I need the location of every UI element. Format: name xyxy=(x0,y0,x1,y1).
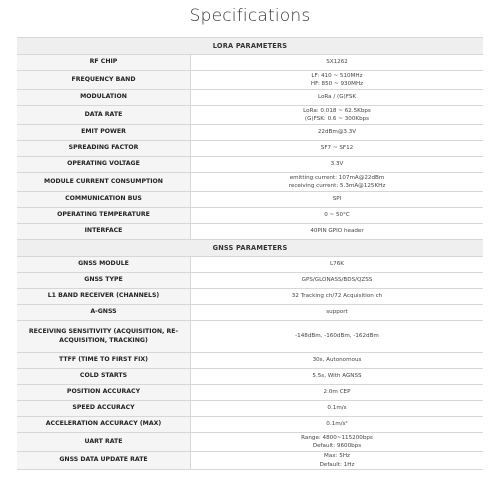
spec-row xyxy=(17,105,483,124)
spec-row xyxy=(17,400,483,416)
spec-value xyxy=(191,369,483,384)
spec-label: OPERATING VOLTAGE xyxy=(17,157,191,172)
spec-value-line: 2.0m CEP xyxy=(323,389,351,396)
spec-row xyxy=(17,89,483,105)
spec-value-line: 30s, Autonomous xyxy=(312,357,362,364)
spec-value-line: LF: 410 ~ 510MHz xyxy=(311,72,363,79)
section-header: GNSS PARAMETERS xyxy=(17,239,483,256)
spec-value xyxy=(191,433,483,451)
spec-label: GNSS TYPE xyxy=(17,273,191,288)
spec-value xyxy=(191,141,483,156)
spec-value-line: HF: 850 ~ 930MHz xyxy=(310,81,364,87)
spec-value xyxy=(191,125,483,140)
spec-value-line: Range: 4800~115200bps xyxy=(301,434,373,441)
spec-row xyxy=(17,304,483,320)
spec-value-line: receiving current: 5.3mA@125KHz xyxy=(288,183,386,189)
spec-value-line: SPI xyxy=(332,196,342,203)
spec-value-line: SF7 ~ SF12 xyxy=(320,145,354,152)
spec-value-line: 0 ~ 50°C xyxy=(324,212,350,219)
spec-value xyxy=(191,173,483,191)
spec-label: FREQUENCY BAND xyxy=(17,71,191,89)
spec-row xyxy=(17,288,483,304)
spec-value-line: 32 Tracking ch/72 Acquisition ch xyxy=(291,293,383,300)
spec-label: GNSS MODULE xyxy=(17,257,191,272)
spec-value-line: 5.5s, With AGNSS xyxy=(312,373,362,380)
spec-label: OPERATING TEMPERATURE xyxy=(17,208,191,223)
spec-value-line: Max: 5Hz xyxy=(324,453,350,459)
spec-value xyxy=(191,208,483,223)
spec-row xyxy=(17,320,483,352)
spec-value xyxy=(191,257,483,272)
spec-row xyxy=(17,384,483,400)
spec-label: COMMUNICATION BUS xyxy=(17,192,191,207)
spec-row xyxy=(17,256,483,272)
spec-value xyxy=(191,224,483,239)
spec-label: ACCELERATION ACCURACY (MAX) xyxy=(17,417,191,432)
spec-row xyxy=(17,416,483,432)
spec-value xyxy=(191,273,483,288)
spec-label: SPEED ACCURACY xyxy=(17,401,191,416)
spec-value xyxy=(191,55,483,70)
spec-value-line: 0.1m/s² xyxy=(326,421,348,428)
spec-value-line: 3.3V xyxy=(330,161,344,168)
spec-label: DATA RATE xyxy=(17,106,191,124)
spec-value xyxy=(191,417,483,432)
spec-label: RECEIVING SENSITIVITY (ACQUISITION, RE-ACQUISITION, TRACKING) xyxy=(17,321,191,352)
spec-row xyxy=(17,432,483,451)
spec-label: GNSS DATA UPDATE RATE xyxy=(17,452,191,469)
spec-value xyxy=(191,90,483,105)
spec-label: MODULE CURRENT CONSUMPTION xyxy=(17,173,191,191)
spec-row xyxy=(17,140,483,156)
spec-label: L1 BAND RECEIVER (CHANNELS) xyxy=(17,289,191,304)
spec-label: EMIT POWER xyxy=(17,125,191,140)
spec-value-line: SX1262 xyxy=(326,59,348,66)
spec-value-line: Default: 9600bps xyxy=(312,443,362,449)
spec-value-line: LoRa: 0.018 ~ 62.5Kbps xyxy=(303,107,371,114)
spec-row xyxy=(17,223,483,239)
page-title: Specifications xyxy=(189,6,311,26)
spec-value xyxy=(191,321,483,352)
spec-value xyxy=(191,289,483,304)
spec-row xyxy=(17,352,483,368)
spec-label: SPREADING FACTOR xyxy=(17,141,191,156)
spec-label: COLD STARTS xyxy=(17,369,191,384)
spec-value xyxy=(191,385,483,400)
spec-row xyxy=(17,172,483,191)
spec-value-line: LoRa / (G)FSK xyxy=(317,94,357,101)
spec-value-line: -148dBm, -160dBm, -162dBm xyxy=(295,333,379,340)
spec-value-line: Default: 1Hz xyxy=(319,461,355,468)
spec-value xyxy=(191,157,483,172)
spec-row xyxy=(17,70,483,89)
spec-label: MODULATION xyxy=(17,90,191,105)
spec-value-line: (G)FSK: 0.6 ~ 300Kbps xyxy=(304,116,370,122)
spec-value-line: 22dBm@3.3V xyxy=(317,129,357,136)
spec-value-line: 0.1m/s xyxy=(327,405,347,412)
spec-value xyxy=(191,71,483,89)
spec-label: INTERFACE xyxy=(17,224,191,239)
spec-row xyxy=(17,207,483,223)
spec-row xyxy=(17,191,483,207)
spec-row xyxy=(17,54,483,70)
spec-row xyxy=(17,124,483,140)
spec-label: POSITION ACCURACY xyxy=(17,385,191,400)
spec-value xyxy=(191,452,483,469)
spec-value xyxy=(191,353,483,368)
spec-value xyxy=(191,106,483,124)
spec-value-line: 40PIN GPIO header xyxy=(310,228,364,235)
spec-value-line: emitting current: 107mA@22dBm xyxy=(289,174,385,181)
spec-label: RF CHIP xyxy=(17,55,191,70)
spec-row xyxy=(17,272,483,288)
spec-row xyxy=(17,156,483,172)
spec-value-line: L76K xyxy=(330,261,344,268)
spec-value-line: GPS/GLONASS/BDS/QZSS xyxy=(301,277,373,284)
spec-value xyxy=(191,401,483,416)
specifications-table xyxy=(17,37,483,470)
spec-label: TTFF (TIME TO FIRST FIX) xyxy=(17,353,191,368)
spec-value xyxy=(191,192,483,207)
spec-label: UART RATE xyxy=(17,433,191,451)
spec-value-line: support xyxy=(326,309,348,316)
spec-row xyxy=(17,368,483,384)
spec-value xyxy=(191,305,483,320)
section-header: LORA PARAMETERS xyxy=(17,37,483,54)
spec-label: A-GNSS xyxy=(17,305,191,320)
spec-row xyxy=(17,451,483,470)
